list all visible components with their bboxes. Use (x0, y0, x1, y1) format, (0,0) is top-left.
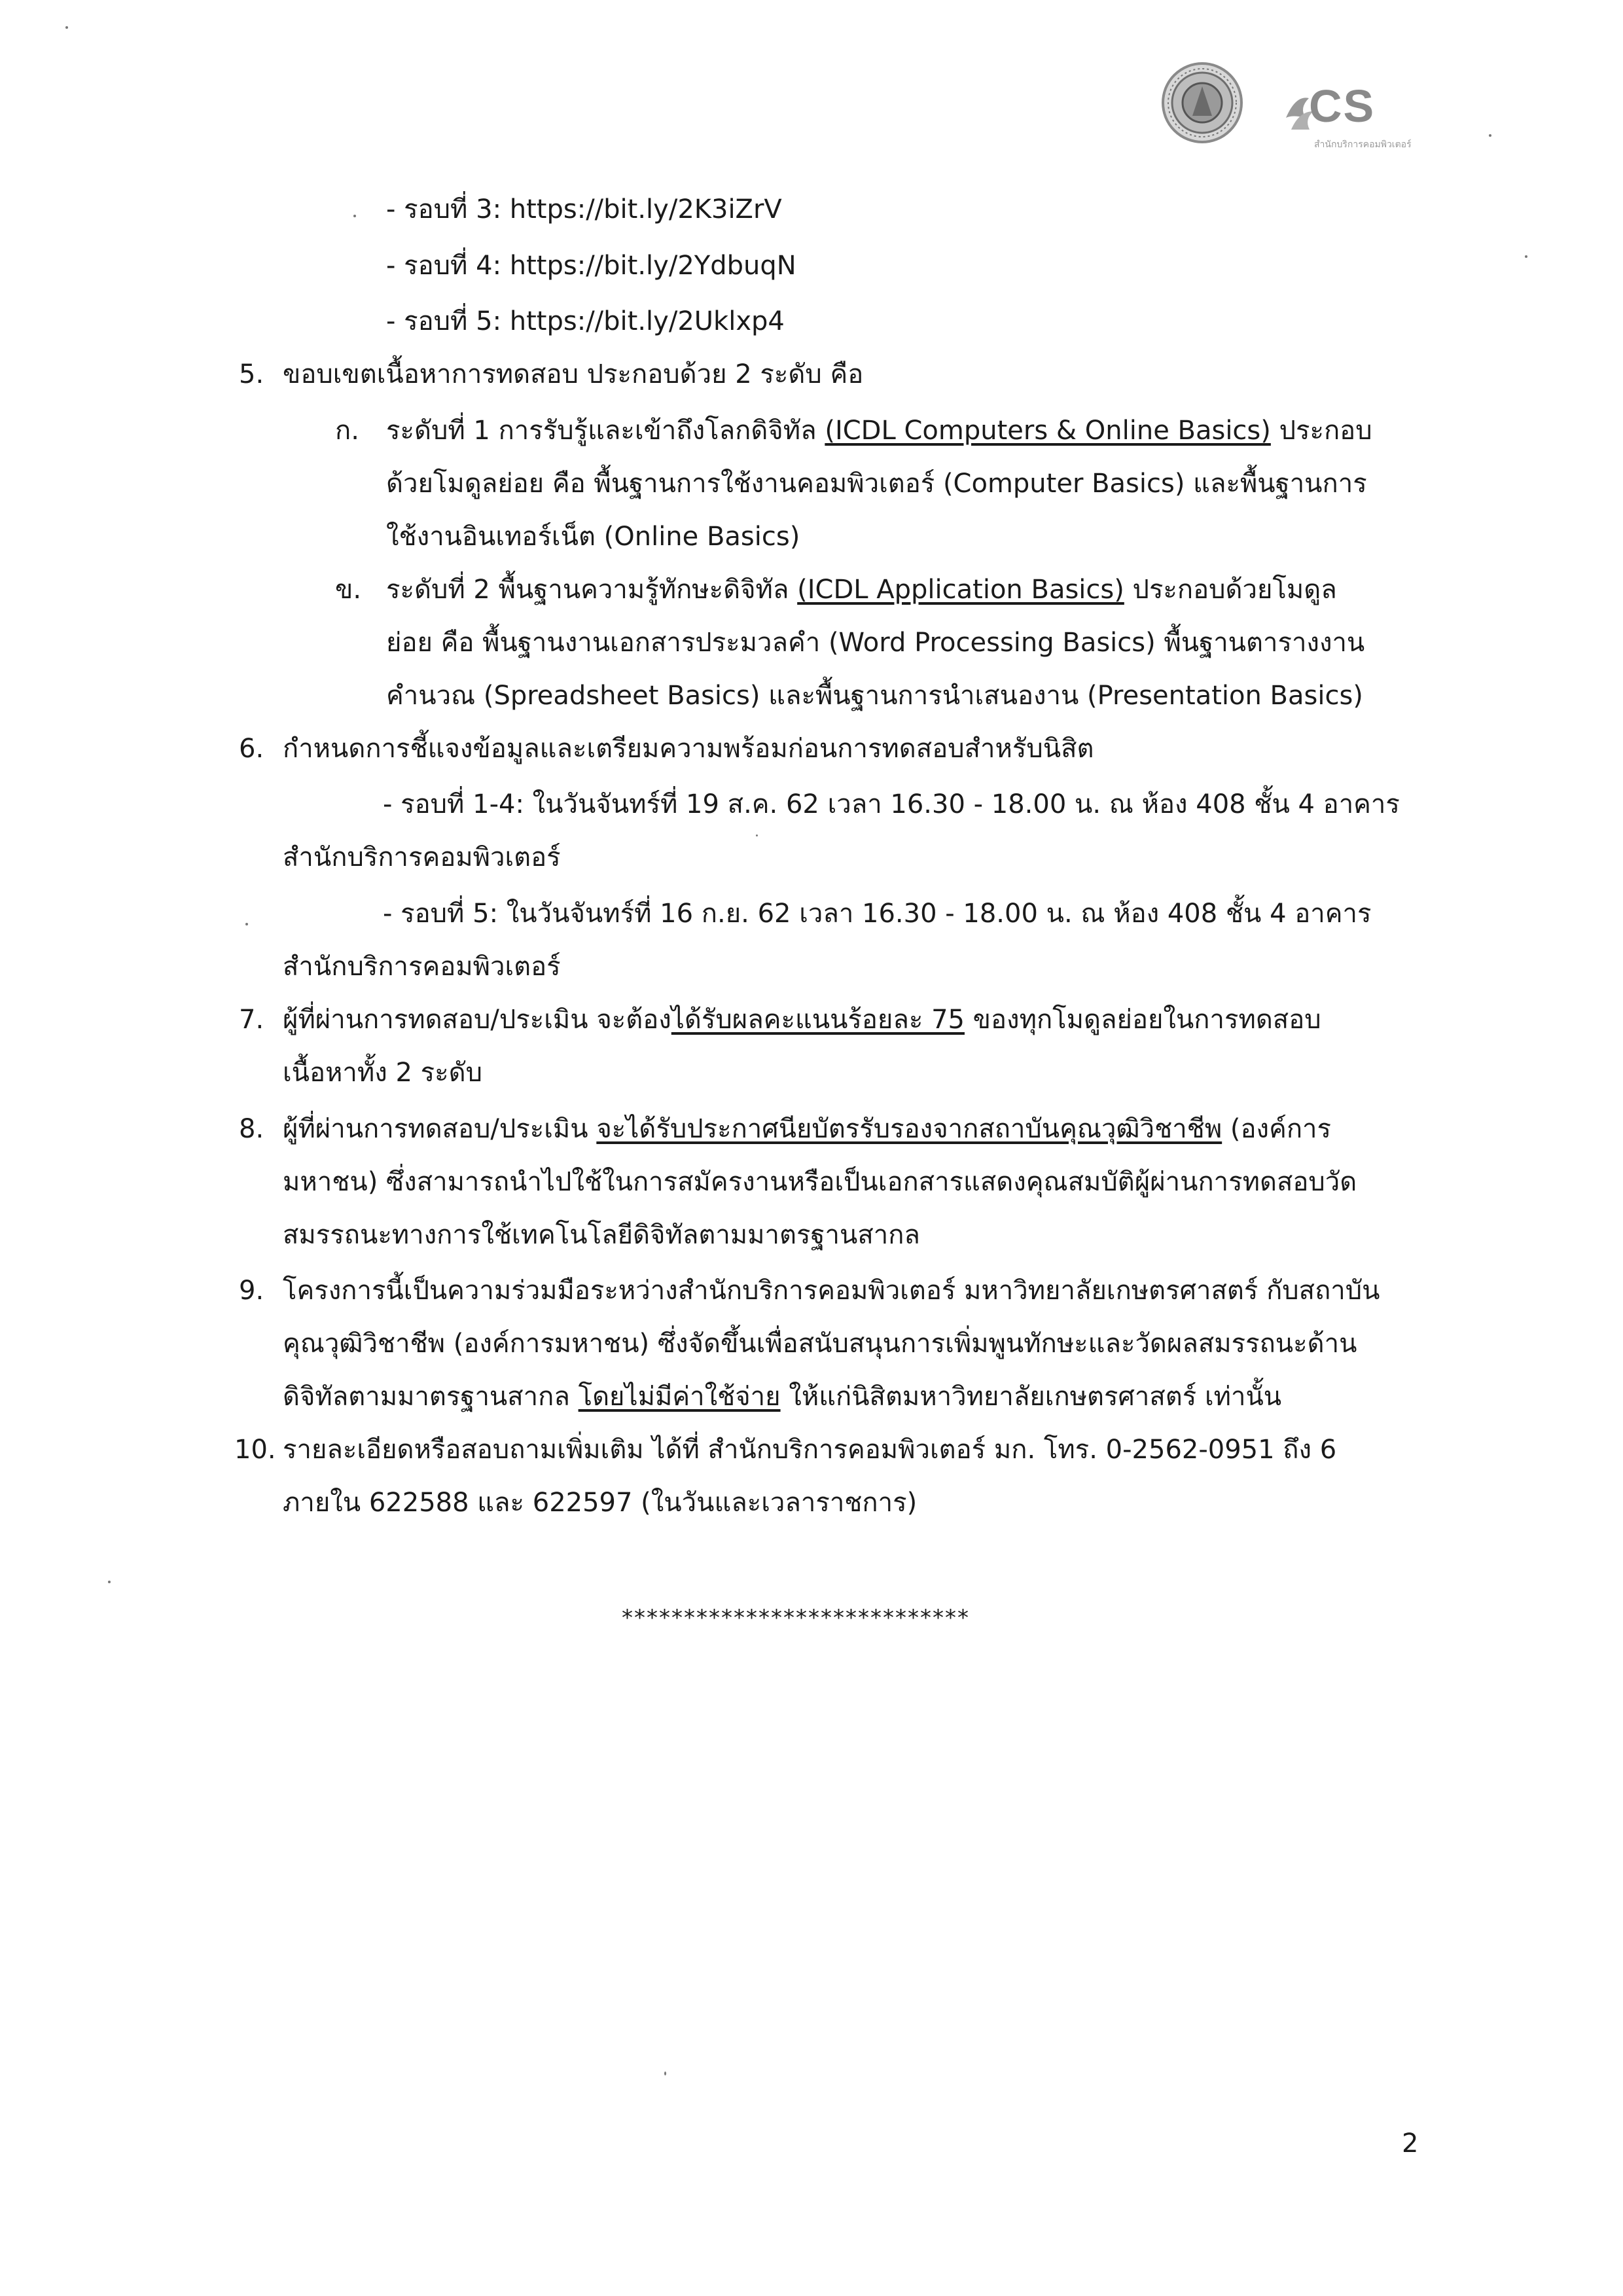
item-6-round-5-line-2: สำนักบริการคอมพิวเตอร์ (283, 952, 561, 982)
scan-speck (245, 923, 248, 925)
item-8-line-1: ผู้ที่ผ่านการทดสอบ/ประเมิน จะได้รับประกาศนียบัตรรับรองจากสถาบันคุณวุฒิวิชาชีพ (องค์การ (283, 1114, 1331, 1144)
item-6-round-1-4-line-1: - รอบที่ 1-4: ในวันจันทร์ที่ 19 ส.ค. 62 เวลา 16.30 - 18.00 น. ณ ห้อง 408 ชั้น 4 อาคาร (383, 789, 1400, 819)
scan-speck (108, 1581, 111, 1583)
page-number: 2 (1402, 2128, 1419, 2159)
scan-speck (353, 215, 356, 217)
item-7-line-1: ผู้ที่ผ่านการทดสอบ/ประเมิน จะต้องได้รับผลคะแนนร้อยละ 75 ของทุกโมดูลย่อยในการทดสอบ (283, 1005, 1321, 1035)
cs-logo-text: CS (1309, 81, 1376, 132)
item-6-number: 6. (239, 734, 264, 764)
item-5a-line-2: ด้วยโมดูลย่อย คือ พื้นฐานการใช้งานคอมพิวเตอร์ (Computer Basics) และพื้นฐานการ (386, 469, 1367, 499)
scan-speck (1489, 134, 1491, 137)
score-requirement: ได้รับผลคะแนนร้อยละ 75 (671, 1005, 965, 1035)
item-9-line-1: โครงการนี้เป็นความร่วมมือระหว่างสำนักบริการคอมพิวเตอร์ มหาวิทยาลัยเกษตรศาสตร์ กับสถาบัน (283, 1276, 1380, 1306)
scan-speck (65, 26, 68, 29)
item-5-number: 5. (239, 359, 264, 389)
item-5b-label: ข. (335, 575, 362, 605)
end-separator: **************************** (622, 1605, 970, 1631)
scan-speck (664, 2072, 666, 2075)
round-4-link: - รอบที่ 4: https://bit.ly/2YdbuqN (386, 251, 796, 281)
university-seal-logo (1160, 60, 1245, 145)
item-6-round-1-4-line-2: สำนักบริการคอมพิวเตอร์ (283, 842, 561, 872)
item-9-line-2: คุณวุฒิวิชาชีพ (องค์การมหาชน) ซึ่งจัดขึ้นเพื่อสนับสนุนการเพิ่มพูนทักษะและวัดผลสมรรถนะด้าน (283, 1329, 1357, 1359)
item-9-number: 9. (239, 1276, 264, 1306)
item-10-line-2: ภายใน 622588 และ 622597 (ในวันและเวลาราชการ) (283, 1488, 918, 1518)
item-5a-line-1: ระดับที่ 1 การรับรู้และเข้าถึงโลกดิจิทัล (ICDL Computers & Online Basics) ประกอบ (386, 416, 1372, 446)
item-10-number: 10. (234, 1435, 276, 1465)
item-5b-line-2: ย่อย คือ พื้นฐานงานเอกสารประมวลคำ (Word Processing Basics) พื้นฐานตารางงาน (386, 628, 1365, 658)
item-8-line-2: มหาชน) ซึ่งสามารถนำไปใช้ในการสมัครงานหรือเป็นเอกสารแสดงคุณสมบัติผู้ผ่านการทดสอบวัด (283, 1167, 1357, 1197)
item-5b-line-3: คำนวณ (Spreadsheet Basics) และพื้นฐานการนำเสนองาน (Presentation Basics) (386, 681, 1363, 711)
certificate-statement: จะได้รับประกาศนียบัตรรับรองจากสถาบันคุณวุฒิวิชาชีพ (596, 1114, 1222, 1144)
item-5a-line-3: ใช้งานอินเทอร์เน็ต (Online Basics) (386, 522, 800, 552)
item-8-number: 8. (239, 1114, 264, 1144)
icdl-application-basics: (ICDL Application Basics) (797, 575, 1124, 605)
item-9-line-3: ดิจิทัลตามมาตรฐานสากล โดยไม่มีค่าใช้จ่าย ให้แก่นิสิตมหาวิทยาลัยเกษตรศาสตร์ เท่านั้น (283, 1382, 1282, 1412)
cs-logo-subtext: สำนักบริการคอมพิวเตอร์ (1314, 139, 1412, 150)
item-8-line-3: สมรรถนะทางการใช้เทคโนโลยีดิจิทัลตามมาตรฐานสากล (283, 1220, 920, 1250)
item-5-text: ขอบเขตเนื้อหาการทดสอบ ประกอบด้วย 2 ระดับ คือ (283, 359, 864, 389)
item-5a-label: ก. (335, 416, 359, 446)
round-5-link: - รอบที่ 5: https://bit.ly/2Uklxp4 (386, 306, 785, 336)
icdl-computers-online-basics: (ICDL Computers & Online Basics) (825, 416, 1271, 446)
item-7-line-2: เนื้อหาทั้ง 2 ระดับ (283, 1058, 482, 1088)
item-7-number: 7. (239, 1005, 264, 1035)
scan-speck (1525, 255, 1527, 258)
no-cost-statement: โดยไม่มีค่าใช้จ่าย (578, 1382, 781, 1412)
item-10-line-1: รายละเอียดหรือสอบถามเพิ่มเติม ได้ที่ สำนักบริการคอมพิวเตอร์ มก. โทร. 0-2562-0951 ถึง 6 (283, 1435, 1337, 1465)
scan-speck (756, 834, 758, 836)
item-6-round-5-line-1: - รอบที่ 5: ในวันจันทร์ที่ 16 ก.ย. 62 เวลา 16.30 - 18.00 น. ณ ห้อง 408 ชั้น 4 อาคาร (383, 899, 1372, 929)
item-6-text: กำหนดการชี้แจงข้อมูลและเตรียมความพร้อมก่อนการทดสอบสำหรับนิสิต (283, 734, 1094, 764)
item-5b-line-1: ระดับที่ 2 พื้นฐานความรู้ทักษะดิจิทัล (ICDL Application Basics) ประกอบด้วยโมดูล (386, 575, 1337, 605)
round-3-link: - รอบที่ 3: https://bit.ly/2K3iZrV (386, 194, 782, 224)
